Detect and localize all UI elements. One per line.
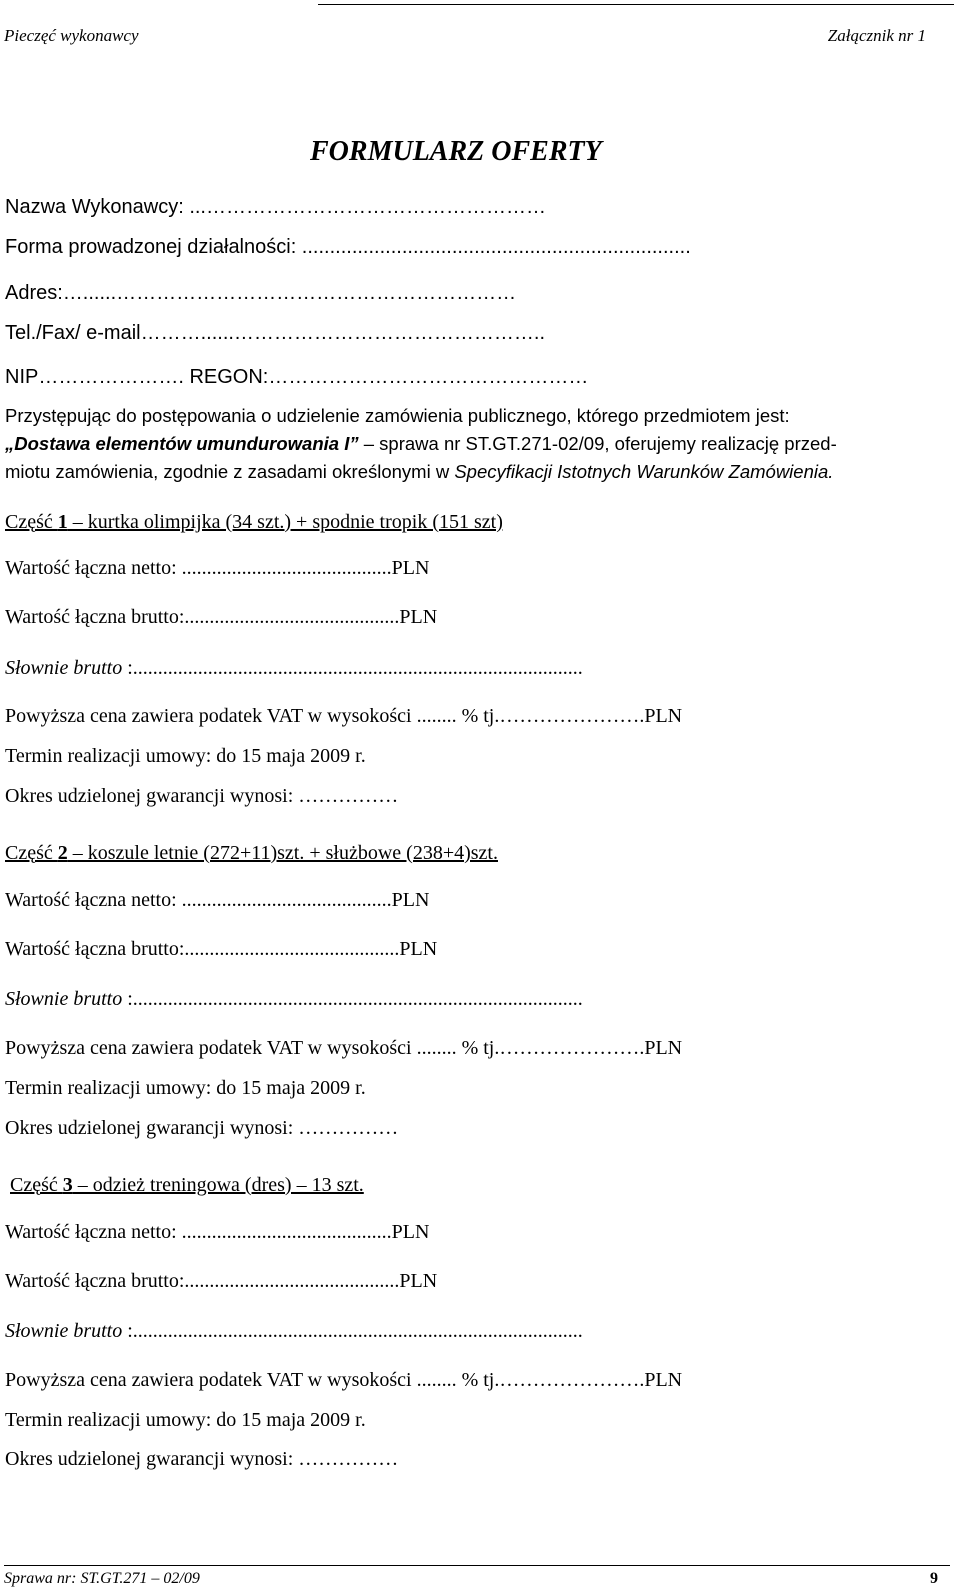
part-label: Część xyxy=(10,1174,63,1196)
procurement-name: „Dostawa elementów umundurowania I” xyxy=(5,433,359,454)
part-number: 1 xyxy=(57,511,68,533)
field-phone-fax-email: Tel./Fax/ e-mail………......……………………………………….. xyxy=(5,322,546,344)
form-title: FORMULARZ OFERTY xyxy=(310,136,602,167)
part-2-gross-value: Wartość łączna brutto:...........................................PLN xyxy=(5,938,438,960)
part-1-warranty: Okres udzielonej gwarancji wynosi: …………… xyxy=(5,785,399,807)
part-1-heading xyxy=(5,511,503,534)
top-rule xyxy=(318,4,954,5)
in-words-label: Słownie brutto xyxy=(5,1320,123,1342)
footer-case-number: Sprawa nr: ST.GT.271 – 02/09 xyxy=(4,1570,200,1587)
part-1-gross-in-words xyxy=(5,657,583,680)
part-3-heading xyxy=(10,1174,364,1197)
field-contractor-name: Nazwa Wykonawcy: ...…………………………………………… xyxy=(5,196,546,218)
part-label: Część xyxy=(5,511,58,533)
footer-rule xyxy=(4,1565,950,1566)
part-number: 2 xyxy=(57,842,68,864)
header-stamp-label: Pieczęć wykonawcy xyxy=(4,26,139,45)
part-label: Część xyxy=(5,842,58,864)
part-1-deadline: Termin realizacji umowy: do 15 maja 2009 r. xyxy=(5,745,366,767)
part-3-net-value: Wartość łączna netto: ..........................................PLN xyxy=(5,1221,430,1243)
part-2-warranty: Okres udzielonej gwarancji wynosi: …………… xyxy=(5,1117,399,1139)
part-1-heading-text xyxy=(5,511,503,533)
in-words-label: Słownie brutto xyxy=(5,657,123,679)
case-reference: – sprawa nr ST.GT.271-02/09, oferujemy realizację przed- xyxy=(358,433,837,454)
in-words-dots: :.......................................................................................... xyxy=(122,988,583,1010)
part-3-gross-value: Wartość łączna brutto:...........................................PLN xyxy=(5,1270,438,1292)
intro-line-1: Przystępując do postępowania o udzielenie zamówienia publicznego, którego przedmiotem jest: xyxy=(5,405,790,426)
part-3-gross-in-words xyxy=(5,1320,583,1343)
part-3-heading-text xyxy=(10,1174,364,1196)
part-1-net-value: Wartość łączna netto: ..........................................PLN xyxy=(5,557,430,579)
header-attachment-label: Załącznik nr 1 xyxy=(827,26,926,45)
part-2-heading xyxy=(5,842,498,865)
part-number: 3 xyxy=(62,1174,73,1196)
page-number: 9 xyxy=(930,1570,938,1587)
in-words-label: Słownie brutto xyxy=(5,988,123,1010)
part-3-warranty: Okres udzielonej gwarancji wynosi: …………… xyxy=(5,1448,399,1470)
part-2-gross-in-words xyxy=(5,988,583,1011)
in-words-dots: :.......................................................................................... xyxy=(122,657,583,679)
part-3-vat: Powyższa cena zawiera podatek VAT w wysokości ........ % tj.………………….PLN xyxy=(5,1369,683,1391)
field-nip-regon: NIP…………………. REGON:………………………………………… xyxy=(5,366,589,388)
part-2-net-value: Wartość łączna netto: ..........................................PLN xyxy=(5,889,430,911)
intro-line-2 xyxy=(5,433,837,455)
part-3-deadline: Termin realizacji umowy: do 15 maja 2009 r. xyxy=(5,1409,366,1431)
part-description: – kurtka olimpijka (34 szt.) + spodnie tropik (151 szt) xyxy=(67,511,503,533)
in-words-dots: :.......................................................................................... xyxy=(122,1320,583,1342)
part-2-vat: Powyższa cena zawiera podatek VAT w wysokości ........ % tj.………………….PLN xyxy=(5,1037,683,1059)
part-description: – koszule letnie (272+11)szt. + służbowe (238+4)szt. xyxy=(67,842,498,864)
intro-line-3-text: miotu zamówienia, zgodnie z zasadami określonymi w xyxy=(5,461,455,482)
field-address: Adres:…......…………………………………………………… xyxy=(5,282,517,304)
part-2-deadline: Termin realizacji umowy: do 15 maja 2009 r. xyxy=(5,1077,366,1099)
siwz-reference: Specyfikacji Istotnych Warunków Zamówienia. xyxy=(454,461,834,482)
part-description: – odzież treningowa (dres) – 13 szt. xyxy=(72,1174,364,1196)
part-1-vat: Powyższa cena zawiera podatek VAT w wysokości ........ % tj.………………….PLN xyxy=(5,705,683,727)
part-2-heading-text xyxy=(5,842,498,864)
field-business-form: Forma prowadzonej działalności: ...................................................................... xyxy=(5,236,691,258)
intro-line-3 xyxy=(5,461,833,483)
part-1-gross-value: Wartość łączna brutto:...........................................PLN xyxy=(5,606,438,628)
